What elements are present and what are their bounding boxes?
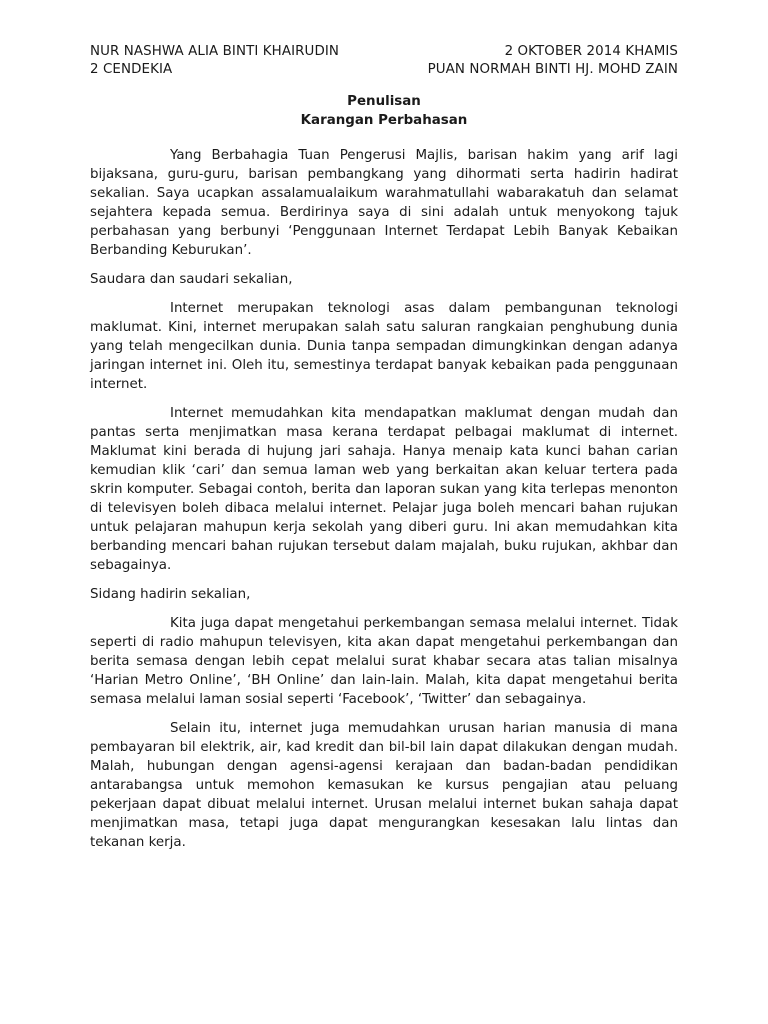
title-line-1: Penulisan (347, 94, 421, 109)
teacher-name: PUAN NORMAH BINTI HJ. MOHD ZAIN (427, 62, 678, 77)
paragraph-1: Yang Berbahagia Tuan Pengerusi Majlis, barisan hakim yang arif lagi bijaksana, guru-guru, barisan pembangkang yang dihormati serta hadirin hadirat sekalian. Saya ucapkan assalamualaikum warahmatullahi wabarakatuh dan selamat sejahtera kepada semua. Berdirinya saya di sini adalah untuk menyokong tajuk perbahasan yang berbunyi ‘Penggunaan Internet Terdapat Lebih Banyak Kebaikan Berbanding Keburukan’. (90, 148, 678, 258)
paragraph-4: Kita juga dapat mengetahui perkembangan semasa melalui internet. Tidak seperti di radio mahupun televisyen, kita akan dapat mengetahui perkembangan dan berita semasa dengan lebih cepat melalui surat khabar secara atas talian misalnya ‘Harian Metro Online’, ‘BH Online’ dan lain-lain. Malah, kita dapat mengetahui berita semasa melalui laman sosial seperti ‘Facebook’, ‘Twitter’ dan sebagainya. (90, 616, 678, 707)
salutation-2: Sidang hadirin sekalian, (90, 587, 251, 602)
paragraph-5: Selain itu, internet juga memudahkan urusan harian manusia di mana pembayaran bil elektrik, air, kad kredit dan bil-bil lain dapat dilakukan dengan mudah. Malah, hubungan dengan agensi-agensi kerajaan dan badan-badan pendidikan antarabangsa untuk memohon kemasukan ke kursus pengajian atau peluang pekerjaan dapat dibuat melalui internet. Urusan melalui internet bukan sahaja dapat menjimatkan masa, tetapi juga dapat mengurangkan kesesakan lalu lintas dan tekanan kerja. (90, 721, 678, 850)
paragraph-3: Internet memudahkan kita mendapatkan maklumat dengan mudah dan pantas serta menjimatkan masa kerana terdapat pelbagai maklumat di internet. Maklumat kini berada di hujung jari sahaja. Hanya menaip kata kunci bahan carian kemudian klik ‘cari’ dan semua laman web yang berkaitan akan keluar tertera pada skrin komputer. Sebagai contoh, berita dan laporan sukan yang kita terlepas menonton di televisyen boleh dibaca melalui internet. Pelajar juga boleh mencari bahan rujukan untuk pelajaran mahupun kerja sekolah yang diberi guru. Ini akan memudahkan kita berbanding mencari bahan rujukan tersebut dalam majalah, buku rujukan, akhbar dan sebagainya. (90, 406, 678, 573)
document-page (90, 43, 678, 862)
title-line-2: Karangan Perbahasan (300, 113, 468, 128)
paragraph-2: Internet merupakan teknologi asas dalam pembangunan teknologi maklumat. Kini, internet merupakan salah satu saluran rangkaian penghubung dunia yang telah mengecilkan dunia. Dunia tanpa sempadan dimungkinkan dengan adanya jaringan internet ini. Oleh itu, semestinya terdapat banyak kebaikan pada penggunaan internet. (90, 301, 678, 392)
date: 2 OKTOBER 2014 KHAMIS (504, 44, 678, 59)
class-name: 2 CENDEKIA (90, 62, 173, 77)
header-row-2 (90, 61, 678, 79)
title-block (90, 92, 678, 130)
header-row-1 (90, 43, 678, 61)
student-name: NUR NASHWA ALIA BINTI KHAIRUDIN (90, 44, 340, 59)
essay-body (90, 146, 678, 852)
salutation-1: Saudara dan saudari sekalian, (90, 272, 293, 287)
